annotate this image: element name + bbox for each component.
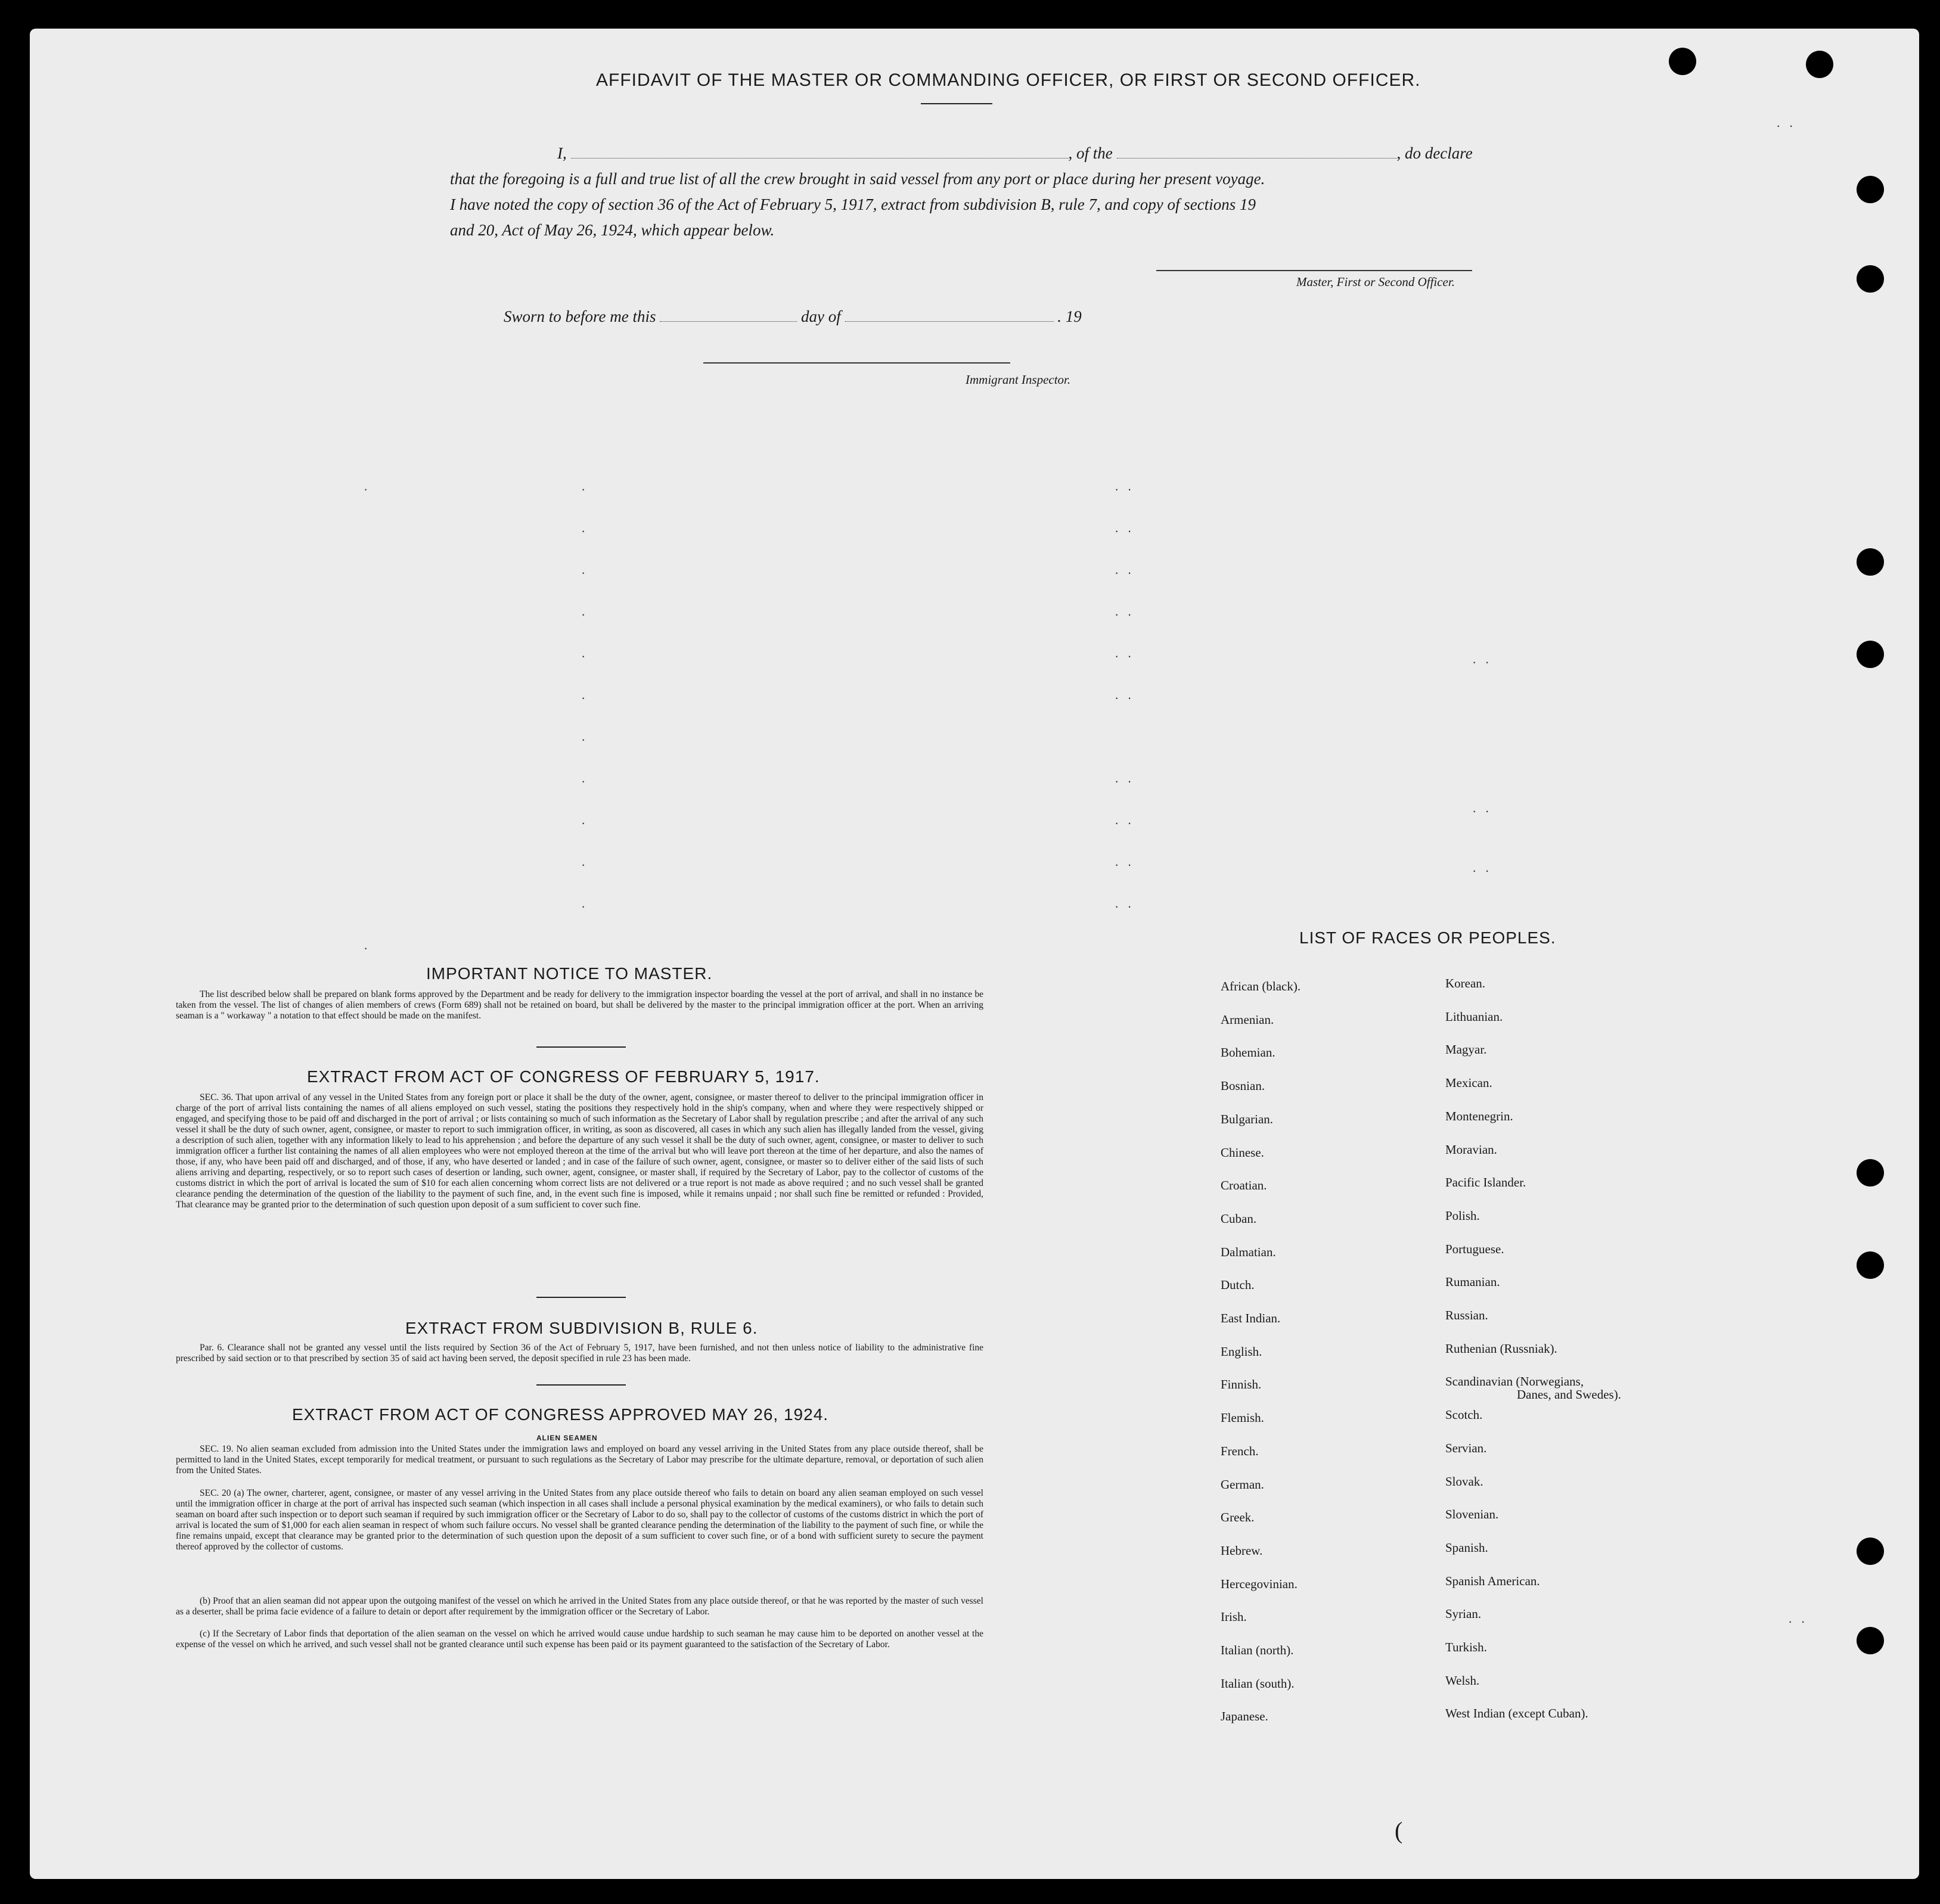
bleed-dots: · xyxy=(581,774,588,788)
sworn-line xyxy=(504,308,1082,326)
race-item: German. xyxy=(1221,1477,1264,1492)
extract-1917-divider xyxy=(536,1297,626,1298)
affidavit-i-label: I, xyxy=(557,144,567,162)
extract-1924-sec20c: (c) If the Secretary of Labor finds that deportation of the alien seaman on the vessel on which he arrived would cause undue hardship to such seaman he may cause him to be deported on another vessel at the expense of the vessel on which he arrived, and such vessel shall not be granted clearance until such expense has been paid or its payment guaranteed to the satisfaction of the Secretary of Labor. xyxy=(176,1629,983,1650)
bleed-dots: · · xyxy=(1472,654,1492,669)
bleed-dots: · xyxy=(581,523,588,538)
race-item: Rumanian. xyxy=(1445,1275,1500,1289)
race-item: Dalmatian. xyxy=(1221,1245,1276,1259)
punch-hole xyxy=(1806,51,1833,78)
affidavit-do-declare: , do declare xyxy=(1396,144,1473,162)
affidavit-line-4: and 20, Act of May 26, 1924, which appear below. xyxy=(450,221,775,239)
race-item: Mexican. xyxy=(1445,1076,1492,1090)
bleed-dots: · · xyxy=(1115,648,1134,663)
race-item: Greek. xyxy=(1221,1510,1255,1524)
punch-hole xyxy=(1857,548,1884,576)
extract-1917-heading: EXTRACT FROM ACT OF CONGRESS OF FEBRUARY 5, 1917. xyxy=(307,1067,820,1086)
race-item: Flemish. xyxy=(1221,1411,1264,1425)
race-item: Chinese. xyxy=(1221,1145,1264,1160)
race-item: Lithuanian. xyxy=(1445,1010,1503,1024)
bleed-dots: · · xyxy=(1115,857,1134,872)
bleed-dots: · · xyxy=(1115,690,1134,705)
race-item: Japanese. xyxy=(1221,1709,1268,1723)
race-item: Turkish. xyxy=(1445,1640,1487,1654)
bleed-dots: · xyxy=(581,482,588,496)
punch-hole xyxy=(1669,48,1696,75)
bleed-dots: · · xyxy=(1115,607,1134,622)
extract-1924-sec20b: (b) Proof that an alien seaman did not appear upon the outgoing manifest of the vessel on which he arrived in the United States from any place outside thereof, or that he was reported by the master of such vessel as a deserter, shall be prima facie evidence of a failure to detain or deport after requirement by the immigration officer or the Secretary of Labor. xyxy=(176,1596,983,1617)
race-item: Portuguese. xyxy=(1445,1242,1504,1256)
race-item: Hebrew. xyxy=(1221,1543,1263,1558)
race-item: Montenegrin. xyxy=(1445,1109,1513,1123)
extract-rule6-text: Par. 6. Clearance shall not be granted any vessel until the lists required by Section 36 of the Act of February 5, 1917, have been furnished, and not then unless notice of liability to the administrative fine prescribed by said section or to that prescribed by section 35 of said act having been served, the deposit specified in rule 23 has been made. xyxy=(176,1343,983,1363)
punch-hole xyxy=(1857,1251,1884,1279)
punch-hole xyxy=(1857,641,1884,668)
punch-hole xyxy=(1857,1538,1884,1565)
race-item: Scandinavian (Norwegians, xyxy=(1445,1374,1584,1389)
bleed-dots: · · xyxy=(1776,118,1796,133)
race-item: English. xyxy=(1221,1344,1262,1359)
master-signature-caption: Master, First or Second Officer. xyxy=(1296,275,1455,289)
punch-hole xyxy=(1857,1627,1884,1654)
bleed-dots: · xyxy=(581,815,588,830)
race-item: Bohemian. xyxy=(1221,1045,1275,1060)
race-item: Ruthenian (Russniak). xyxy=(1445,1341,1557,1356)
bleed-dots: · · xyxy=(1472,803,1492,818)
bleed-dots: · · xyxy=(1115,899,1134,914)
race-item: Croatian. xyxy=(1221,1178,1267,1192)
race-item: Slovak. xyxy=(1445,1474,1483,1489)
alien-seamen-subheading: ALIEN SEAMEN xyxy=(536,1434,598,1442)
race-item: Irish. xyxy=(1221,1610,1247,1624)
bleed-dots: · xyxy=(581,732,588,747)
notice-text: The list described below shall be prepared on blank forms approved by the Department and be ready for delivery to the immigration inspector boarding the vessel at the port of arrival, and shall in no instance be taken from the vessel. The list of changes of alien members of crews (Form 689) shall not be retained on board, but shall be delivered by the master to the principal immigration officer at the port. When an arriving seaman is a " workaway " a notation to that effect should be made on the manifest. xyxy=(176,989,983,1021)
race-item: Italian (north). xyxy=(1221,1643,1294,1657)
race-item: Russian. xyxy=(1445,1308,1488,1322)
affidavit-of-the: , of the xyxy=(1068,144,1113,162)
inspector-signature-line[interactable] xyxy=(703,362,1010,364)
day-blank[interactable] xyxy=(660,321,797,322)
race-item: French. xyxy=(1221,1444,1259,1458)
race-item: Pacific Islander. xyxy=(1445,1175,1526,1189)
race-item: Polish. xyxy=(1445,1209,1480,1223)
bleed-dots: · · xyxy=(1472,863,1492,878)
month-blank[interactable] xyxy=(845,321,1054,322)
bleed-dots: · · xyxy=(1788,1614,1808,1629)
bleed-dots: · · xyxy=(1115,774,1134,788)
race-item: Armenian. xyxy=(1221,1012,1274,1027)
form-page xyxy=(30,29,1919,1879)
race-item: Bulgarian. xyxy=(1221,1112,1274,1126)
bleed-dots: · xyxy=(581,648,588,663)
race-item: Welsh. xyxy=(1445,1673,1480,1688)
race-item: Bosnian. xyxy=(1221,1079,1265,1093)
name-blank[interactable] xyxy=(571,158,1069,159)
extract-rule6-divider xyxy=(536,1384,626,1386)
race-item: Italian (south). xyxy=(1221,1676,1295,1691)
race-item: Syrian. xyxy=(1445,1607,1482,1621)
bleed-dots: · xyxy=(364,482,371,496)
master-signature-line[interactable] xyxy=(1156,270,1472,271)
race-item: Finnish. xyxy=(1221,1377,1262,1391)
race-item: Dutch. xyxy=(1221,1278,1255,1292)
race-item: Hercegovinian. xyxy=(1221,1577,1298,1591)
pen-mark: ( xyxy=(1395,1817,1403,1844)
bleed-dots: · xyxy=(581,857,588,872)
bleed-dots: · · xyxy=(1115,565,1134,580)
race-item: Spanish. xyxy=(1445,1540,1488,1555)
race-item: Magyar. xyxy=(1445,1042,1487,1057)
bleed-dots: · · xyxy=(1115,523,1134,538)
affidavit-line-3: I have noted the copy of section 36 of the Act of February 5, 1917, extract from subdivision B, rule 7, and copy of sections 19 xyxy=(450,195,1256,213)
bleed-dots: · xyxy=(581,565,588,580)
race-item: Moravian. xyxy=(1445,1142,1497,1157)
affidavit-body xyxy=(450,141,1541,243)
race-item: Korean. xyxy=(1445,976,1486,990)
race-item: West Indian (except Cuban). xyxy=(1445,1706,1588,1720)
race-item: Servian. xyxy=(1445,1441,1487,1455)
inspector-caption: Immigrant Inspector. xyxy=(966,372,1071,387)
bleed-dots: · · xyxy=(1115,482,1134,496)
extract-rule6-heading: EXTRACT FROM SUBDIVISION B, RULE 6. xyxy=(405,1319,758,1337)
punch-hole xyxy=(1857,176,1884,203)
bleed-dots: · xyxy=(364,940,371,955)
affidavit-title: AFFIDAVIT OF THE MASTER OR COMMANDING OFFICER, OR FIRST OR SECOND OFFICER. xyxy=(596,70,1421,90)
bleed-dots: · xyxy=(581,607,588,622)
race-item: East Indian. xyxy=(1221,1311,1281,1325)
sworn-year-prefix: . 19 xyxy=(1057,308,1082,325)
race-item: Cuban. xyxy=(1221,1212,1257,1226)
bleed-dots: · xyxy=(581,690,588,705)
race-item: Slovenian. xyxy=(1445,1507,1499,1521)
sworn-day-of: day of xyxy=(801,308,841,325)
races-heading: LIST OF RACES OR PEOPLES. xyxy=(1299,928,1556,947)
punch-hole xyxy=(1857,1159,1884,1186)
extract-1917-text: SEC. 36. That upon arrival of any vessel in the United States from any foreign port or place it shall be the duty of the owner, agent, consignee, or master thereof to deliver to the principal immigration officer in charge of the port of arrival lists containing the names of all aliens employed on such vessel, stating the positions they respectively hold in the ship's company, when and where they were respectively shipped or engaged, and specifying those to be paid off and discharged in the port of arrival ; or lists containing so much of such information as the Secretary of Labor shall by regulation prescribe ; and after the arrival of any such vessel it shall be the duty of such owner, agent, consignee, or master to report to such immigration officer, in writing, as soon as discovered, all cases in which any such alien has illegally landed from the vessel, giving a description of such alien, together with any information likely to lead to his apprehension ; and before the departure of any such vessel it shall be the duty of such owner, agent, consignee, or master to deliver to such immigration officer a further list containing the names of all alien employees who were not employed thereon at the time of the arrival but who will leave port thereon at the time of her departure, and also the names of those, if any, who have been paid off and discharged, and of those, if any, who have deserted or landed ; and in case of the failure of such owner, agent, consignee, or master so to deliver either of the said lists of such aliens arriving and departing, respectively, or so to report such cases of desertion or landing, such owner, agent, consignee, or master shall, if required by the Secretary of Labor, pay to the collector of customs of the customs district in which the port of arrival is located the sum of $10 for each alien concerning whom correct lists are not delivered or a true report is not made as above required ; and no such vessel shall be granted clearance pending the determination of the question of the liability to the payment of such fine, and, in the event such fine is imposed, while it remains unpaid ; nor shall such fine be remitted or refunded : Provided, That clearance may be granted prior to the determination of such question upon deposit of a sum sufficient to cover such fine. xyxy=(176,1092,983,1210)
affidavit-line-1 xyxy=(450,141,1541,166)
extract-1924-sec19: SEC. 19. No alien seaman excluded from admission into the United States under the immigration laws and employed on board any vessel arriving in the United States from any place outside thereof, shall be permitted to land in the United States, except temporarily for medical treatment, or pursuant to such regulations as the Secretary of Labor may prescribe for the ultimate departure, removal, or deportation of such alien from the United States. xyxy=(176,1444,983,1476)
race-scandinavian-continuation: Danes, and Swedes). xyxy=(1517,1387,1621,1402)
notice-divider xyxy=(536,1046,626,1048)
vessel-blank[interactable] xyxy=(1117,158,1397,159)
affidavit-line-2: that the foregoing is a full and true list of all the crew brought in said vessel from any port or place during her present voyage. xyxy=(450,170,1265,188)
punch-hole xyxy=(1857,265,1884,293)
bleed-dots: · xyxy=(581,899,588,914)
notice-heading: IMPORTANT NOTICE TO MASTER. xyxy=(426,964,713,983)
race-item: African (black). xyxy=(1221,979,1301,993)
title-divider xyxy=(921,103,992,104)
race-item: Spanish American. xyxy=(1445,1574,1540,1588)
sworn-prefix: Sworn to before me this xyxy=(504,308,656,325)
race-item: Scotch. xyxy=(1445,1408,1483,1422)
extract-1924-heading: EXTRACT FROM ACT OF CONGRESS APPROVED MAY 26, 1924. xyxy=(292,1405,829,1424)
extract-1924-sec20a: SEC. 20 (a) The owner, charterer, agent, consignee, or master of any vessel arriving in the United States from any place outside thereof who fails to detain on board any alien seaman employed on such vessel until the immigration officer in charge at the port of arrival has inspected such seaman (which inspection in all cases shall include a personal physical examination by the medical examiners), or who fails to detain such seaman on board after such inspection or to deport such seaman if required by such immigration officer or the Secretary of Labor to do so, shall pay to the collector of customs of the customs district in which the port of arrival is located the sum of $1,000 for each alien seaman in respect of whom such failure occurs. No vessel shall be granted clearance pending the determination of the liability to the payment of such fine, or while the fine remains unpaid, except that clearance may be granted prior to the determination of such question upon the deposit of a sum sufficient to cover such fine, or of a bond with sufficient surety to secure the payment thereof approved by the collector of customs. xyxy=(176,1488,983,1552)
bleed-dots: · · xyxy=(1115,815,1134,830)
